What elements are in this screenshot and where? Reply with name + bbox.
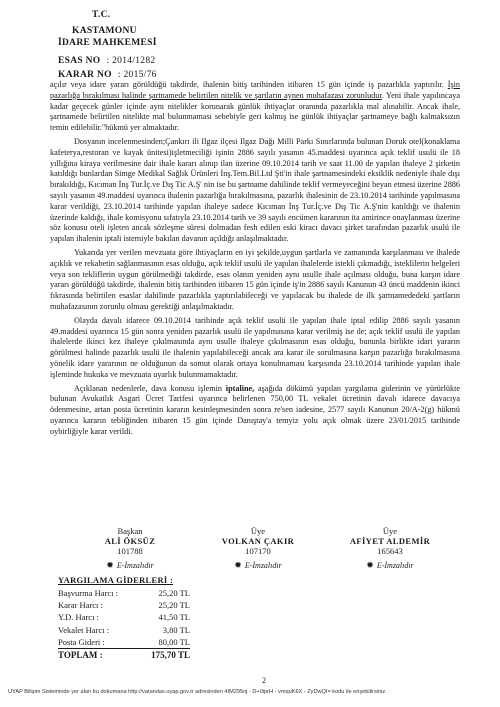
karar-label: KARAR NO xyxy=(58,70,112,80)
total-row xyxy=(58,649,190,662)
signature-role: Başkan xyxy=(117,526,143,536)
decision-body xyxy=(50,80,460,438)
header-court: İDARE MAHKEMESİ xyxy=(58,38,157,48)
signature-member-2 xyxy=(330,526,450,571)
table-row xyxy=(58,587,190,599)
esas-value: : 2014/1282 xyxy=(106,56,156,66)
e-signature-seal-icon: ✹ xyxy=(234,560,242,570)
costs-table xyxy=(58,587,190,661)
e-signature-text: E-İmzalıdır xyxy=(244,561,282,570)
signature-number: 101788 xyxy=(117,546,143,556)
paragraph-2: Dosyanın incelenmesinden;Çankırı ili Ilgaz ilçesi Ilgaz Dağı Milli Parkı Sınırlarında bulunan Doruk otel(konaklama kafeterya,restoran ve kayak ünitesi)işletmeciliği işinin 2886 sayılı yasanın 45.maddesi uyarınca açık teklif usulü ile 18 yıllığına kiraya verilmesine dair ihale kararı alınıp ilan üzerine 09.10.2014 tarih ve saat 11.00 de yapılan ihaleye 2 şirketin katıldığı bunlardan Simge Medikal Sağlık Ürünleri İnş.Tem.Bil.Ltd Şti'in ihale şartnamesindeki eksiklik nedeniyle ihale dışı bırakıldığı, Kıcıman İnş Tur.İç.ve Dış Tic A.Ş' nin ise bu şartname dahilinde teklif vermeyeceğini beyan etmesi üzerine 2886 sayılı yasanın 49.maddesi uyarınca ihalenin pazarlığa bırakılmasına, pazarlık ihalesinin de 23.10.2014 tarihinde yapılmasına karar verildiği, 23.10.2014 tarihinde yapılan ihaleye sadece Kıcıman İnş Tur.İç.ve Dış Tic A.Ş'nin katıldığı ve ihalenin üzerinde kaldığı, ihale komisyonu sıfatıyla 23.10.2014 tarih ve 39 sayılı encümen kararının ita amirince onaylanması üzerine söz konusu oteli işleten ancak sözleşme süresi dolmadan fesh edilen eski kiracı davacı şirket tarafından pazarlık usulü ile yapılan ihalenin iptali istemiyle bakılan davanın açıldığı anlaşılmaktadır. xyxy=(50,136,460,244)
paragraph-1-underlined: İşin pazarlığa bırakılması halinde şartnamede belirtilen nitelik ve şartların aynen muhafazası zorunludur xyxy=(50,80,460,100)
signature-name: AFİYET ALDEMİR xyxy=(349,536,431,546)
table-row xyxy=(58,624,190,636)
court-costs xyxy=(58,575,198,661)
cost-label: Vekalet Harcı : xyxy=(58,624,109,635)
signature-number: 165643 xyxy=(377,546,403,556)
signature-number: 107170 xyxy=(245,546,271,556)
header-country: T.C. xyxy=(92,10,111,20)
paragraph-3: Yukarıda yer verilen mevzuata göre ihtiyaçların en iyi şekilde,uygun şartlarla ve zamanında karşılanması ve ihalede açıklık ve rekabetin sağlanmasının esas olduğu, açık teklif usulü ile yapılan ihalelerde istekli çıkmadığı, isteklilerin belgeleri veya son tekliflerin uygun görülmediği takdirde, esas olanın yeniden aynı usulle ihale açılması olduğu, buna karşın idare yararı görüldüğü takdirde, ihalenin bitiş tarihinden itibaren 15 gün içinde iş'in 2886 sayılı Kanunun 43 üncü maddenin ikinci fıkrasında belirtilen esaslar dahilinde pazarlıkla yaptırılabileceği ve yapılacak bu ihalede de ilk şartnamededeki şartların muhafazasının zorunlu olması gerektiği anlaşılmaktadır. xyxy=(50,247,460,311)
signature-name: VOLKAN ÇAKIR xyxy=(221,536,295,546)
signature-president xyxy=(70,526,190,571)
footer-verification-text: UYAP Bilişim Sisteminde yer alan bu dokumana http://vatandas.uyap.gov.tr adresinden 4IM295nj - D+0iprH - vmquK6X - ZyDwQI= kodu ile erişebilirsiniz. xyxy=(8,689,387,695)
cost-label: Karar Harcı : xyxy=(58,600,103,611)
karar-value: : 2015/76 xyxy=(117,70,157,80)
header-city: KASTAMONU xyxy=(72,26,137,36)
e-signature-text: E-İmzalıdır xyxy=(116,561,154,570)
cost-label: Y.D. Harcı : xyxy=(58,612,99,623)
paragraph-1-end: . Yeni ihale yapılıncaya kadar geçecek günler içinde aynı nitelikler korunarak günlük ihtiyaçlar oranında pazarlıkla mal alınabilir. Ancak ihale, şartnamede belirtilen nitelikte mal bulunmaması sebebiyle geri kalmış ise günlük ihtiyaçlar şartnameye bağlı kalmaksızın temin edilebilir."hükmü yer almaktadır. xyxy=(50,90,461,133)
cost-amount: 80,00 TL xyxy=(138,636,190,649)
e-signature-text: E-İmzalıdır xyxy=(376,561,414,570)
paragraph-5-end: aşağıda dökümü yapılan yargılama giderinin ve yürürlükte bulunan Avukatlık Asgari Ücret Tarifesi uyarınca belirlenen 750,00 TL vekalet ücretinin davalı idarece davacıya ödenmesine, artan posta ücretinin kararın kesinleşmesinden sonra re'sen iadesine, 2577 sayılı Kanunun 20/A-2(g) hükmü uyarınca kararın tebliğinden itibaren 15 gün içinde Danıştay'a temyiz yolu açık olmak üzere 23/01/2015 tarihinde oybirliğiyle karar verildi. xyxy=(50,383,460,436)
signature-role: Üye xyxy=(250,526,266,536)
cost-label: Başvurma Harcı : xyxy=(58,588,118,598)
signature-role: Üye xyxy=(382,526,398,536)
paragraph-4: Olayda davalı idarece 09.10.2014 tarihinde açık teklif usulü ile yapılan ihale iptal edilip 2886 sayılı yasanın 49.maddesi uyarınca 15 gün sonra yeniden pazarlık usulü ile yapılmasına karar verilmiş ise de; açık teklif usulü ile yapılan ihalelerde ikinci kez ihaleye çıkılmasında aynı usulle ihaleye çıkılmasının esas olduğu, bununla birlikte idari yararın görülmesi halinde pazarlık usulü ile ihalenin yapılabileceği ancak ara karar ile sorulmasına karşın pazarlığa bırakılmasına yönelik idare yararının ne olduğunun da somut olarak ortaya konulmaması karşısında 23.10.2014 tarihinde yapılan ihale işleminde hukuka ve mevzuata uyarlık bulunmamaktadır. xyxy=(50,315,460,379)
table-row xyxy=(58,611,190,623)
signature-member-1 xyxy=(198,526,318,571)
signature-name: ALİ ÖKSÜZ xyxy=(104,536,156,546)
esas-no xyxy=(58,56,155,66)
paragraph-5-ruling: iptaline, xyxy=(225,383,255,393)
esas-label: ESAS NO xyxy=(58,56,101,66)
e-signature xyxy=(70,560,190,571)
cost-label: Posta Gideri : xyxy=(58,636,138,649)
cost-amount: 3,80 TL xyxy=(162,624,190,635)
costs-title: YARGILAMA GİDERLERİ : xyxy=(58,575,174,585)
table-row xyxy=(58,636,190,649)
e-signature-seal-icon: ✹ xyxy=(106,560,114,570)
paragraph-5-start: Açıklanan nedenlerle, dava konusu işlemin xyxy=(74,383,226,393)
uyap-footer xyxy=(8,689,496,695)
paragraph-5 xyxy=(50,384,460,438)
cost-amount: 25,20 TL xyxy=(158,588,190,598)
cost-amount: 41,50 TL xyxy=(158,612,190,623)
paragraph-1-start: açılır veya idare yararı görüldüğü takdirde, ihalenin bitiş tarihinden itibaren 15 gün içinde iş pazarlıkla yaptırılır. xyxy=(50,80,448,89)
e-signature xyxy=(330,560,450,571)
e-signature-seal-icon: ✹ xyxy=(366,560,374,570)
total-amount: 175,70 TL xyxy=(151,650,190,661)
karar-no xyxy=(58,70,157,80)
table-row xyxy=(58,599,190,611)
total-label: TOPLAM : xyxy=(58,650,103,661)
e-signature xyxy=(198,560,318,571)
cost-amount: 25,20 TL xyxy=(158,600,190,611)
page-number: 2 xyxy=(262,676,266,685)
paragraph-1 xyxy=(50,80,460,134)
